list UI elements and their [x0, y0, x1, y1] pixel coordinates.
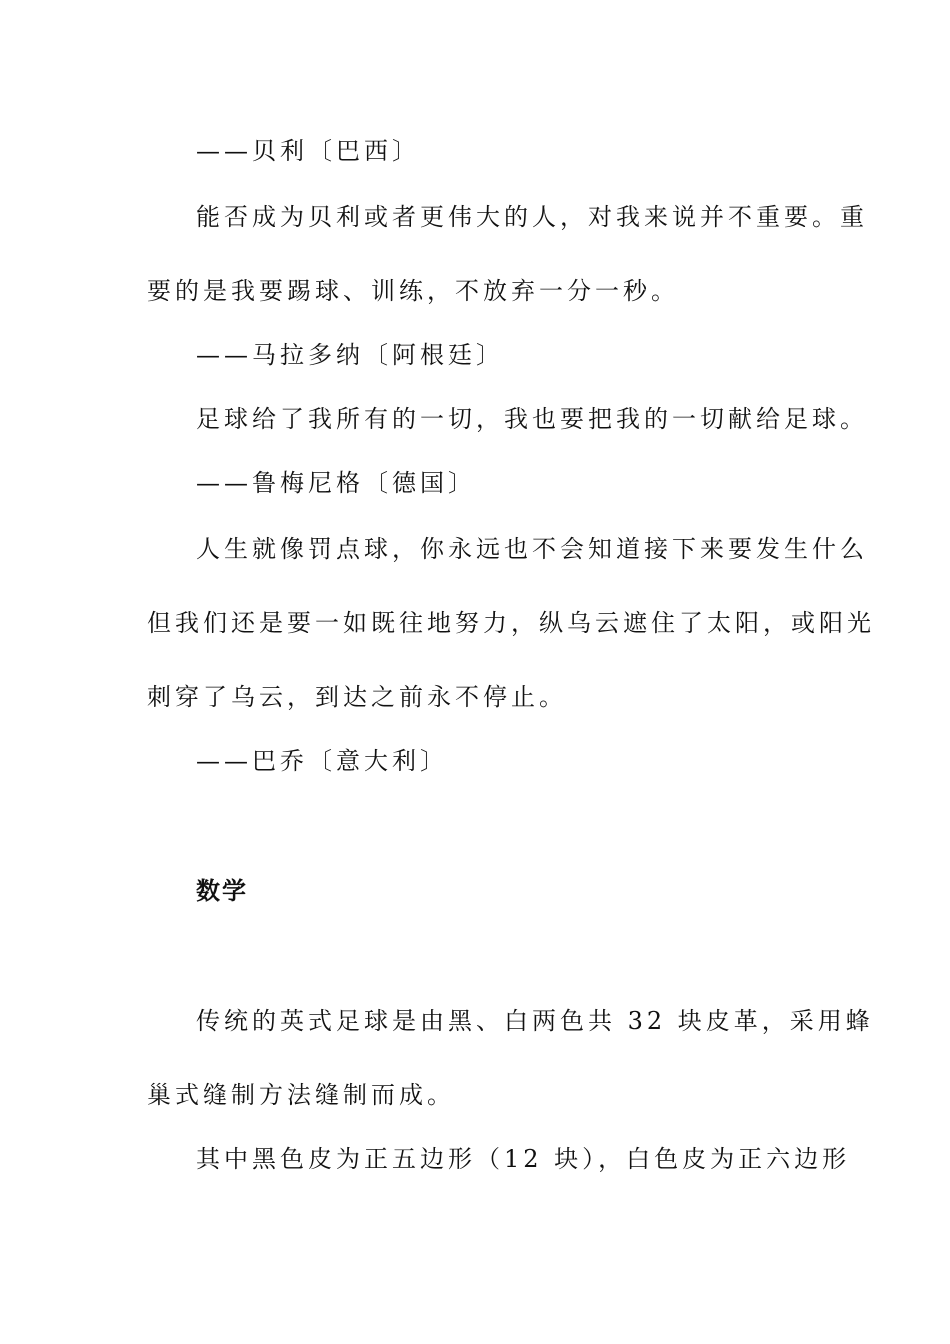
- quote-text-line: 足球给了我所有的一切，我也要把我的一切献给足球。: [196, 405, 868, 433]
- quote-attribution: ——贝利〔巴西〕: [196, 137, 420, 165]
- quote-text-line: 刺穿了乌云，到达之前永不停止。: [147, 683, 567, 711]
- paragraph-line: 其中黑色皮为正五边形（12 块），白色皮为正六边形: [196, 1145, 851, 1173]
- quote-text-line: 能否成为贝利或者更伟大的人，对我来说并不重要。重: [196, 203, 868, 231]
- section-heading: 数学: [196, 877, 248, 905]
- paragraph-line: 传统的英式足球是由黑、白两色共 32 块皮革，采用蜂: [196, 1007, 874, 1035]
- quote-attribution: ——巴乔〔意大利〕: [196, 747, 448, 775]
- paragraph-line: 巢式缝制方法缝制而成。: [147, 1081, 455, 1109]
- quote-attribution: ——鲁梅尼格〔德国〕: [196, 469, 476, 497]
- quote-text-line: 要的是我要踢球、训练，不放弃一分一秒。: [147, 277, 679, 305]
- quote-text-line: 但我们还是要一如既往地努力，纵乌云遮住了太阳，或阳光: [147, 609, 875, 637]
- quote-attribution: ——马拉多纳〔阿根廷〕: [196, 341, 504, 369]
- quote-text-line: 人生就像罚点球，你永远也不会知道接下来要发生什么: [196, 535, 868, 563]
